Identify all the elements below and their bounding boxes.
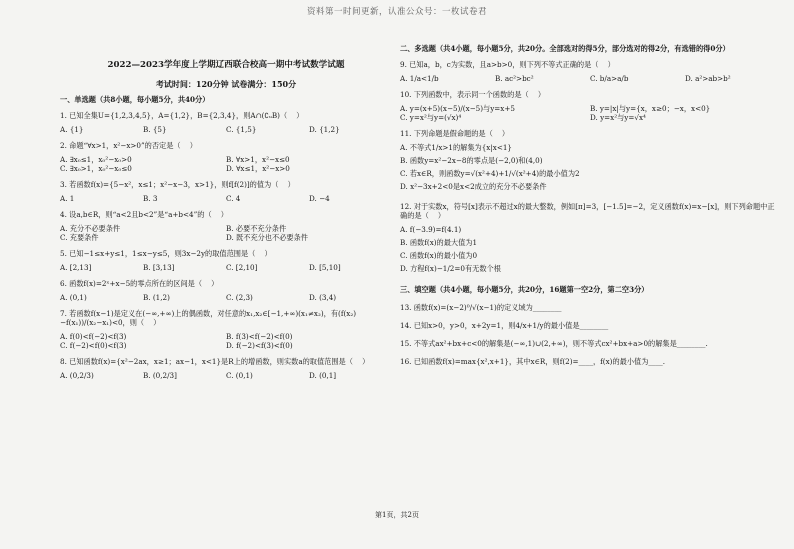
answer-option: D. (3,4) bbox=[309, 292, 337, 302]
answer-option: B. (1,2) bbox=[143, 292, 170, 302]
answer-option: D. y=x²与y=√x⁴ bbox=[590, 113, 646, 122]
option-group bbox=[60, 293, 392, 302]
left-column bbox=[60, 40, 392, 380]
answer-option: A. 不等式1/x>1的解集为{x|x<1} bbox=[400, 143, 512, 152]
answer-option: A. (0,1) bbox=[60, 292, 87, 302]
answer-option: C. f(−2)<f(0)<f(3) bbox=[60, 340, 127, 350]
answer-option: C. 充要条件 bbox=[60, 232, 99, 242]
answer-option: D. a²>ab>b² bbox=[685, 74, 731, 83]
fill-question-list bbox=[400, 303, 780, 366]
question-stem: 6. 函数f(x)=2ˣ+x−5的零点所在的区间是（ ） bbox=[60, 278, 219, 288]
question-stem: 1. 已知全集U={1,2,3,4,5}，A={1,2}，B={2,3,4}，则A∩(∁ᵤB)（ ） bbox=[60, 110, 304, 120]
exam-title: 2022—2023学年度上学期辽西联合校高一期中考试数学试题 bbox=[107, 60, 345, 70]
page-footer: 第1页，共2页 bbox=[375, 511, 419, 519]
answer-option: B. y=|x|与y={x，x≥0；−x，x<0} bbox=[590, 104, 711, 113]
question-item bbox=[60, 210, 392, 242]
answer-option: B. 函数f(x)的最大值为1 bbox=[400, 238, 478, 247]
answer-option: A. y=(x+5)(x−5)/(x−5)与y=x+5 bbox=[400, 104, 515, 113]
section-fill-in: 三、填空题（共4小题，每小题5分，共20分，16题第一空2分，第二空3分） bbox=[400, 285, 649, 294]
question-stem: 3. 若函数f(x)={5−x²，x≤1；x²−x−3，x>1}，则f[f(2)]的值为（ ） bbox=[60, 179, 295, 189]
answer-option: C. [2,10] bbox=[226, 262, 258, 272]
option-group bbox=[60, 125, 392, 134]
answer-option: D. {1,2} bbox=[309, 124, 340, 134]
question-stem: 5. 已知−1≤x+y≤1，1≤x−y≤5，则3x−2y的取值范围是（ ） bbox=[60, 248, 272, 258]
answer-option: A. 1 bbox=[60, 193, 75, 203]
answer-option: D. x²−3x+2<0是x<2成立的充分不必要条件 bbox=[400, 182, 547, 191]
question-item bbox=[60, 279, 392, 302]
fill-question: 14. 已知x>0，y>0，x+2y=1，则4/x+1/y的最小值是________ bbox=[400, 321, 609, 330]
question-item bbox=[60, 309, 392, 350]
section-single-choice: 一、单选题（共8小题，每小题5分，共40分） bbox=[60, 94, 210, 104]
answer-option: A. (0,2/3) bbox=[60, 370, 94, 380]
option-group bbox=[400, 225, 780, 277]
answer-option: D. f(−2)<f(3)<f(0) bbox=[226, 340, 293, 350]
question-stem: 7. 若函数f(x−1)是定义在(−∞,+∞)上的偶函数，对任意的x₁,x₂∈[−1,+∞)(x₁≠x₂)，有(f(x₂)−f(x₁))/(x₂−x₁)<0，则（ ） bbox=[60, 308, 357, 327]
answer-option: A. 充分不必要条件 bbox=[60, 223, 121, 233]
answer-option: C. b/a>a/b bbox=[590, 74, 629, 83]
option-group bbox=[60, 224, 392, 242]
answer-option: C. ∃x₀>1，x₀²−x₀≤0 bbox=[60, 163, 132, 173]
answer-option: D. (0,1] bbox=[309, 370, 337, 380]
answer-option: A. 1/a<1/b bbox=[400, 74, 439, 83]
right-question-list bbox=[400, 60, 780, 277]
answer-option: B. 函数y=x²−2x−8的零点是(−2,0)和(4,0) bbox=[400, 156, 543, 165]
answer-option: B. {5} bbox=[143, 124, 167, 134]
answer-option: B. (0,2/3] bbox=[143, 370, 177, 380]
option-group bbox=[60, 155, 392, 173]
question-stem: 12. 对于实数x，符号[x]表示不超过x的最大整数，例如[π]=3，[−1.5]=−2，定义函数f(x)=x−[x]，则下列命题中正确的是（ ） bbox=[400, 202, 775, 220]
question-item bbox=[60, 180, 392, 203]
option-group bbox=[400, 143, 780, 195]
section-multiple-choice: 二、多选题（共4小题，每小题5分，共20分。全部选对的得5分，部分选对的得2分，有选错的得0分） bbox=[400, 44, 730, 53]
option-group bbox=[60, 194, 392, 203]
option-group bbox=[60, 263, 392, 272]
answer-option: C. y=x²与y=(√x)⁴ bbox=[400, 113, 462, 122]
answer-option: B. ∀x>1，x²−x≤0 bbox=[226, 154, 290, 164]
left-question-list bbox=[60, 111, 392, 380]
fill-question: 13. 函数f(x)=(x−2)⁰/√(x−1)的定义域为________ bbox=[400, 303, 562, 312]
answer-option: A. [2,13] bbox=[60, 262, 92, 272]
answer-option: A. f(−3.9)=f(4.1) bbox=[400, 225, 462, 234]
answer-option: B. 3 bbox=[143, 193, 158, 203]
answer-option: D. 既不充分也不必要条件 bbox=[226, 232, 308, 242]
fill-question: 15. 不等式ax²+bx+c<0的解集是(−∞,1)∪(2,+∞)，则不等式cx²+bx+a>0的解集是________. bbox=[400, 339, 708, 348]
question-stem: 9. 已知a，b，c为实数，且a>b>0，则下列不等式正确的是（ ） bbox=[400, 60, 615, 69]
answer-option: B. ac²>bc² bbox=[495, 74, 534, 83]
answer-option: B. f(3)<f(−2)<f(0) bbox=[226, 331, 293, 341]
question-item bbox=[400, 60, 780, 83]
option-group bbox=[60, 332, 392, 350]
question-stem: 11. 下列命题是假命题的是（ ） bbox=[400, 129, 510, 138]
question-item bbox=[400, 202, 780, 277]
question-item bbox=[60, 141, 392, 173]
answer-option: C. 若x∈R，则函数y=√(x²+4)+1/√(x²+4)的最小值为2 bbox=[400, 169, 580, 178]
question-item bbox=[400, 90, 780, 122]
answer-option: C. (2,3) bbox=[226, 292, 253, 302]
right-column bbox=[400, 40, 780, 366]
question-stem: 2. 命题“∀x>1，x²−x>0”的否定是（ ） bbox=[60, 140, 197, 150]
answer-option: C. 函数f(x)的最小值为0 bbox=[400, 251, 478, 260]
question-item bbox=[60, 111, 392, 134]
answer-option: A. ∃x₀≤1，x₀²−x₀>0 bbox=[60, 154, 132, 164]
question-stem: 8. 已知函数f(x)={x²−2ax，x≥1；ax−1，x<1}是R上的增函数，则实数a的取值范围是（ ） bbox=[60, 356, 370, 366]
question-stem: 4. 设a,b∈R，则“a<2且b<2”是“a+b<4”的（ ） bbox=[60, 209, 228, 219]
option-group bbox=[60, 371, 392, 380]
question-item bbox=[400, 129, 780, 195]
answer-option: D. ∀x≤1，x²−x>0 bbox=[226, 163, 290, 173]
answer-option: C. (0,1) bbox=[226, 370, 253, 380]
answer-option: B. 必要不充分条件 bbox=[226, 223, 287, 233]
answer-option: A. {1} bbox=[60, 124, 84, 134]
answer-option: A. f(0)<f(−2)<f(3) bbox=[60, 331, 127, 341]
answer-option: D. [5,10] bbox=[309, 262, 341, 272]
answer-option: C. 4 bbox=[226, 193, 241, 203]
answer-option: D. −4 bbox=[309, 193, 330, 203]
answer-option: B. [3,13] bbox=[143, 262, 175, 272]
exam-subtitle: 考试时间：120分钟 试卷满分：150分 bbox=[155, 78, 297, 89]
option-group bbox=[400, 74, 780, 83]
question-item bbox=[60, 249, 392, 272]
fill-question: 16. 已知函数f(x)=max{x²,x+1}，其中x∈R，则f(2)=____，f(x)的最小值为____. bbox=[400, 357, 666, 366]
question-item bbox=[60, 357, 392, 380]
option-group bbox=[400, 104, 780, 122]
top-banner: 资料第一时间更新，认准公众号：一枚试卷君 bbox=[306, 7, 487, 17]
answer-option: C. {1,5} bbox=[226, 124, 257, 134]
question-stem: 10. 下列函数中，表示同一个函数的是（ ） bbox=[400, 90, 546, 99]
answer-option: D. 方程f(x)−1/2=0有无数个根 bbox=[400, 264, 501, 273]
